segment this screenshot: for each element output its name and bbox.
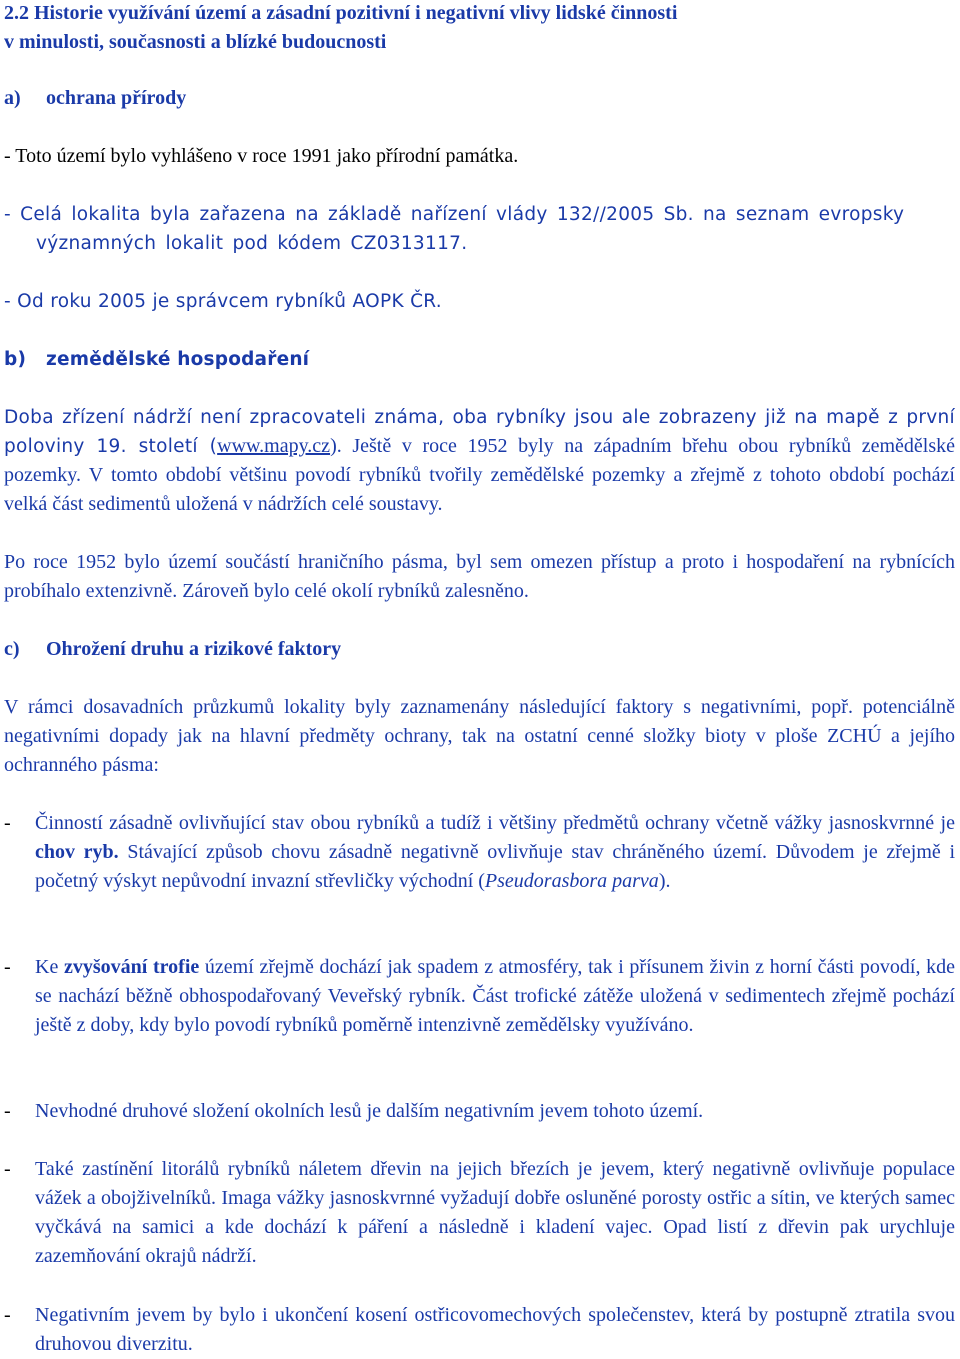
risk-item-1-dash: - [4, 812, 11, 834]
subheading-a-title: ochrana přírody [46, 87, 187, 109]
section-a-item-3-text: - Od roku 2005 je správcem rybníků AOPK ČR. [4, 291, 442, 312]
section-b-p2: Po roce 1952 bylo území součástí hraničního pásma, byl sem omezen přístup a proto i hospodaření na rybnících probíhalo extenzivně. Zároveň bylo celé okolí rybníků zalesněno. [4, 551, 955, 602]
risk-item-2-t2: území zřejmě dochází jak spadem z atmosféry, tak i přísunem živin z horní části povodí, kde se nachází běžně obhospodařovaný Veveřský rybník. Část trofické zátěže uložená v sedimentech zřejmě pochází ještě z doby, kdy bylo povodí rybníků poměrně intenzivně zemědělsky využíváno. [35, 956, 955, 1036]
subheading-b-title: zemědělské hospodaření [46, 349, 310, 370]
risk-item-2-dash: - [4, 956, 11, 978]
risk-item-1 [4, 809, 955, 896]
subheading-c-label: c) [4, 638, 20, 660]
section-a-item-3 [4, 287, 955, 316]
section-c-intro-text: V rámci dosavadních průzkumů lokality byly zaznamenány následující faktory s negativními, popř. potenciálně negativními dopady jak na hlavní předměty ochrany, tak na ostatní cenné složky bioty v ploše ZCHÚ a jejího ochranného pásma: [4, 696, 955, 776]
section-b-paragraph-1 [4, 403, 955, 519]
subheading-a [4, 84, 186, 113]
risk-item-1-italic: Pseudorasbora parva [484, 870, 659, 892]
risk-item-5-dash: - [4, 1304, 11, 1326]
subheading-b [4, 345, 309, 374]
risk-item-5-text: Negativním jevem by bylo i ukončení kosení ostřicovomechových společenstev, která by postupně ztratila svou druhovou diverzitu. [35, 1304, 955, 1355]
risk-item-1-t1: Činností zásadně ovlivňující stav obou rybníků a tudíž i většiny předmětů ochrany včetně vážky jasnoskvrnné je [35, 812, 955, 834]
risk-item-1-bold: chov ryb. [35, 841, 119, 863]
section-a-item-2 [4, 200, 960, 258]
subheading-b-label: b) [4, 349, 27, 370]
risk-item-1-t3: ). [658, 870, 671, 892]
risk-item-3-dash: - [4, 1100, 11, 1122]
subheading-c-title: Ohrožení druhu a rizikové faktory [46, 638, 342, 660]
heading-line1: Historie využívání území a zásadní pozitivní i negativní vlivy lidské činnosti [34, 2, 678, 24]
risk-item-3-text: Nevhodné druhové složení okolních lesů je dalším negativním jevem tohoto území. [35, 1100, 704, 1122]
risk-item-4-dash: - [4, 1158, 11, 1180]
risk-item-4-text: Také zastínění litorálů rybníků náletem dřevin na jejich březích je jevem, který negativně ovlivňuje populace vážek a obojživelníků. Imaga vážky jasnoskvrnné vyžadují dobře osluněné porosty ostřic a sítin, ve kterých samec vyčkává na samici a kde dochází k páření a následně i kladení vajec. Opad listí z dřevin pak urychluje zazemňování okrajů nádrží. [35, 1158, 955, 1267]
heading-number: 2.2 [4, 2, 29, 24]
mapy-link[interactable]: www.mapy.cz [217, 435, 331, 457]
section-a-item-2-text: - Celá lokalita byla zařazena na základě nařízení vlády 132//2005 Sb. na seznam evropsky významných lokalit pod kódem CZ0313117. [4, 204, 905, 254]
heading-line2: v minulosti, současnosti a blízké budoucnosti [4, 31, 387, 53]
section-c-intro [4, 693, 955, 780]
section-b-p1-part1: Doba zřízení nádrží není zpracovateli známa, oba rybníky jsou ale zobrazeny již na mapě z první poloviny 19. století ( [4, 407, 955, 457]
risk-item-4 [4, 1155, 955, 1271]
section-b-paragraph-2 [4, 548, 955, 606]
risk-item-2-bold: zvyšování trofie [63, 956, 200, 978]
risk-item-1-t2: Stávající způsob chovu zásadně negativně ovlivňuje stav chráněného území. Důvodem je zřejmě i početný výskyt nepůvodní invazní střevličky východní ( [35, 841, 956, 892]
risk-item-3 [4, 1097, 955, 1126]
risk-item-2-t1: Ke [35, 956, 64, 978]
subheading-c [4, 635, 341, 664]
subheading-a-label: a) [4, 87, 21, 109]
risk-item-2 [4, 953, 955, 1040]
section-b-p1-part2: ). Ještě v roce 1952 byly na západním břehu obou rybníků zemědělské pozemky. V tomto období většinu povodí rybníků tvořily zemědělské pozemky a zřejmě z tohoto období pochází velká část sedimentů uložená v nádržích celé soustavy. [4, 435, 955, 515]
section-heading [4, 0, 956, 57]
section-a-item-1: - Toto území bylo vyhlášeno v roce 1991 jako přírodní památka. [4, 145, 519, 167]
risk-item-5 [4, 1301, 955, 1359]
